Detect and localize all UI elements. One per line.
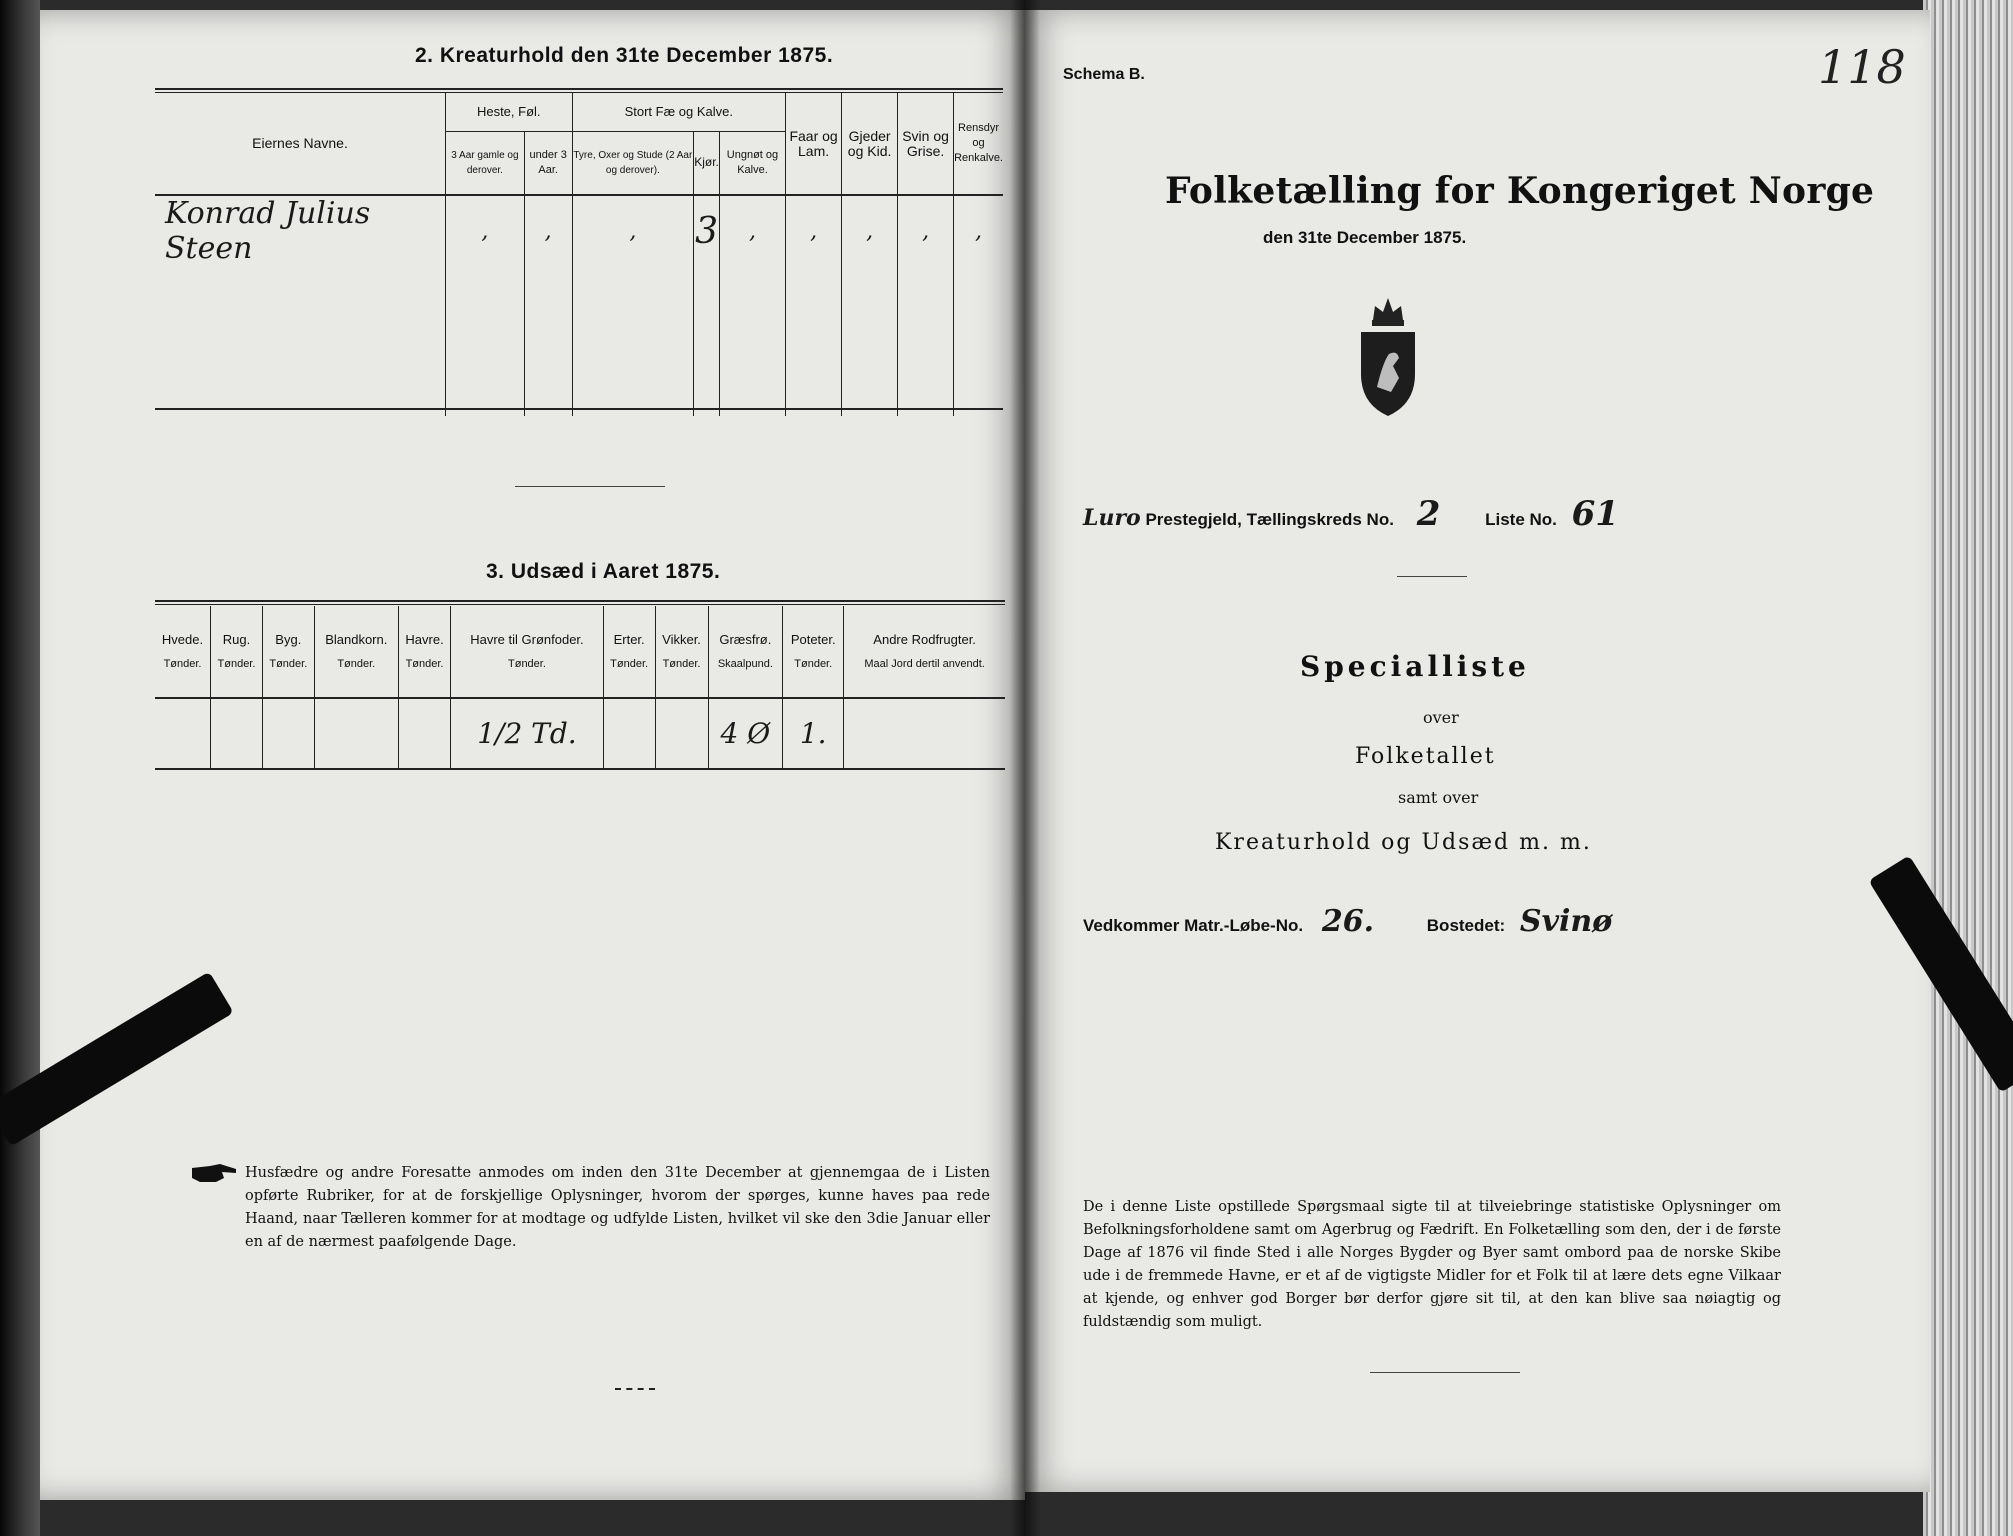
kreds-value: 2 — [1416, 494, 1441, 534]
divider — [515, 486, 665, 487]
seed-value-cell — [314, 698, 398, 768]
seed-col-title: Poteter. — [790, 631, 836, 647]
seed-col-unit: Tønder. — [405, 657, 444, 670]
seed-value-cell — [603, 698, 655, 768]
ungnot-cell: , — [719, 195, 785, 266]
heste-a-cell: , — [446, 195, 525, 266]
divider — [1370, 1372, 1520, 1373]
stort-fae-header: Stort Fæ og Kalve. — [572, 93, 786, 131]
seed-col-header — [708, 606, 783, 698]
seed-col-header — [655, 606, 708, 698]
gjeder-cell: , — [842, 195, 898, 266]
rensdyr-header: Rensdyr og Renkalve. — [954, 93, 1003, 195]
seed-col-unit: Tønder. — [163, 657, 202, 670]
seed-table — [155, 606, 1005, 768]
seed-col-title: Havre til Grønfoder. — [470, 631, 584, 647]
seed-col-header — [603, 606, 655, 698]
kreds-label: Tællingskreds No. — [1246, 510, 1394, 529]
seed-value-cell — [155, 698, 211, 768]
seed-col-header — [451, 606, 603, 698]
owner-name-cell: Konrad Julius Steen — [155, 195, 446, 266]
livestock-table — [155, 93, 1003, 416]
seed-col-unit: Tønder. — [794, 657, 833, 670]
seed-col-unit: Tønder. — [610, 657, 649, 670]
seed-col-title: Byg. — [275, 631, 302, 647]
seed-col-unit: Tønder. — [337, 657, 376, 670]
divider — [1397, 576, 1467, 577]
table3-top-rule — [155, 600, 1005, 602]
liste-value: 61 — [1571, 494, 1619, 534]
seed-col-title: Græsfrø. — [719, 631, 772, 647]
faar-header: Faar og Lam. — [786, 93, 842, 195]
pointing-hand-icon — [190, 1160, 240, 1186]
seed-value-cell: 4 Ø — [708, 698, 783, 768]
svin-cell: , — [898, 195, 954, 266]
table2-bottom-rule — [155, 408, 1003, 410]
main-subtitle: den 31te December 1875. — [1263, 228, 1467, 247]
kjor-header: Kjør. — [694, 131, 720, 195]
bosted-value: Svinø — [1519, 904, 1613, 939]
seed-value-cell — [211, 698, 263, 768]
seed-value-cell: 1/2 Td. — [451, 698, 603, 768]
gjeder-header: Gjeder og Kid. — [842, 93, 898, 195]
seed-col-header — [314, 606, 398, 698]
seed-col-title: Havre. — [405, 631, 444, 647]
prestegjeld-label: Prestegjeld, — [1145, 510, 1242, 529]
seed-col-unit: Tønder. — [269, 657, 308, 670]
seed-col-unit: Tønder. — [508, 657, 546, 670]
matr-value: 26. — [1321, 904, 1375, 939]
notice-text: Husfædre og andre Foresatte anmodes om inden den 31te December at gjennemgaa de i Listen opførte Rubriker, for at de forskjellige Oplysninger, hvorom der spørges, kunne haves paa rede Haand, naar Tælleren kommer for at modtage og udfylde Listen, hvilket vil ske den 3die Januar eller en af de nærmest paafølgende Dage. — [245, 1165, 990, 1250]
kjor-cell: 3 — [694, 195, 720, 266]
seed-col-title: Erter. — [613, 631, 645, 647]
over-text: over — [1423, 708, 1459, 727]
seed-value-cell — [398, 698, 450, 768]
specialliste-heading: Specialliste — [1300, 650, 1530, 683]
rensdyr-cell: , — [954, 195, 1003, 266]
table2-top-rule — [155, 88, 1003, 90]
table-row — [155, 698, 1005, 768]
seed-col-unit: Tønder. — [217, 657, 256, 670]
seed-col-title: Blandkorn. — [325, 631, 388, 647]
folketallet-text: Folketallet — [1355, 744, 1496, 769]
page-number: 118 — [1818, 40, 1906, 94]
heste-under3-header: under 3 Aar. — [524, 131, 572, 195]
heste-3aar-header: 3 Aar gamle og derover. — [446, 131, 525, 195]
seed-value-cell: 1. — [783, 698, 844, 768]
seed-col-header — [211, 606, 263, 698]
norway-coat-of-arms-icon — [1353, 292, 1423, 422]
seed-col-title: Rug. — [222, 631, 251, 647]
section3-title: 3. Udsæd i Aaret 1875. — [486, 560, 721, 583]
seed-col-header — [844, 606, 1005, 698]
seed-col-title: Vikker. — [662, 631, 701, 647]
book-gutter — [1010, 0, 1040, 1536]
main-title: Folketælling for Kongeriget Norge — [1165, 170, 1875, 212]
heste-b-cell: , — [524, 195, 572, 266]
page-stack-edge — [1923, 0, 2013, 1536]
seed-value-cell — [844, 698, 1005, 768]
footer-paragraph: De i denne Liste opstillede Spørgsmaal sigte til at tilveiebringe statistiske Oplysninger om Befolkningsforholdene samt om Agerbrug og Fædrift. En Folketælling som den, der i de første Dage af 1876 vil finde Sted i alle Norges Bygder og Byer samt ombord paa de norske Skibe ude i de fremmede Havne, er et af de vigtigste Midler for et Folk til at lære dets egne Vilkaar at kjende, og enhver god Borger bør derfor gjøre sit til, at den kan blive saa nøiagtig og fuldstændig som muligt. — [1083, 1199, 1781, 1330]
table-row — [155, 195, 1003, 266]
seed-value-cell — [262, 698, 314, 768]
section2-title: 2. Kreaturhold den 31te December 1875. — [415, 44, 834, 67]
kreaturhold-text: Kreaturhold og Udsæd m. m. — [1215, 830, 1592, 855]
seed-col-unit: Tønder. — [662, 657, 701, 670]
seed-col-header — [262, 606, 314, 698]
prestegjeld-value: Luro — [1083, 505, 1141, 531]
seed-col-header — [155, 606, 211, 698]
matr-label: Vedkommer Matr.-Løbe-No. — [1083, 916, 1304, 935]
bosted-label: Bostedet: — [1426, 916, 1506, 935]
seed-col-header — [398, 606, 450, 698]
tyre-header: Tyre, Oxer og Stude (2 Aar og derover). — [572, 131, 694, 195]
seed-col-title: Hvede. — [161, 631, 204, 647]
seed-col-unit: Skaalpund. — [717, 657, 773, 670]
samt-over-text: samt over — [1398, 788, 1479, 807]
schema-label: Schema B. — [1063, 66, 1145, 83]
tyre-cell: , — [572, 195, 694, 266]
seed-value-cell — [655, 698, 708, 768]
seed-col-title: Andre Rodfrugter. — [873, 631, 976, 647]
table3-bottom-rule — [155, 768, 1005, 770]
liste-label: Liste No. — [1485, 510, 1557, 529]
seed-col-unit: Maal Jord dertil anvendt. — [864, 657, 985, 670]
seed-col-header — [783, 606, 844, 698]
svin-header: Svin og Grise. — [898, 93, 954, 195]
faar-cell: , — [786, 195, 842, 266]
owner-header: Eiernes Navne. — [155, 93, 446, 195]
ungnot-header: Ungnøt og Kalve. — [719, 131, 785, 195]
book-binding — [0, 0, 40, 1536]
heste-header: Heste, Føl. — [446, 93, 573, 131]
